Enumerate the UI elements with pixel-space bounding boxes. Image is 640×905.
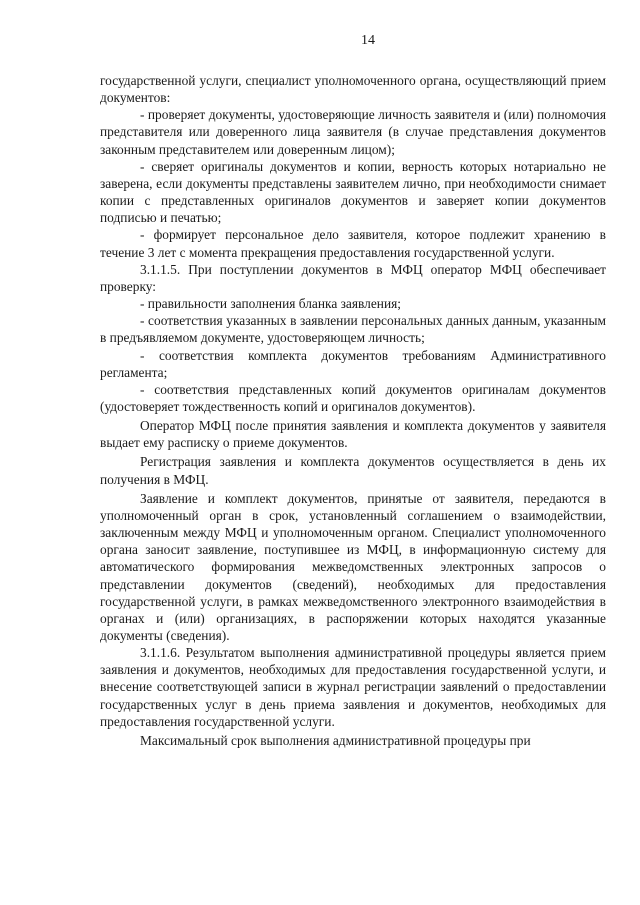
paragraph: 3.1.1.6. Результатом выполнения административной процедуры является прием заявления и документов, необходимых для предоставления государственной услуги, и внесение соответствующей записи в журнал регистрации заявлений о предоставлении государственных услуг в день приема заявления и документов, необходимых для предоставления государственной услуги. — [100, 645, 606, 729]
paragraph: Максимальный срок выполнения административной процедуры при — [140, 732, 531, 748]
paragraph: Оператор МФЦ после принятия заявления и комплекта документов у заявителя выдает ему расписку о приеме документов. — [100, 418, 606, 451]
paragraph: - соответствия представленных копий документов оригиналам документов (удостоверяет тождественность копий и оригиналов документов). — [100, 381, 606, 414]
paragraph: Заявление и комплект документов, принятые от заявителя, передаются в уполномоченный орган в срок, установленный соглашением о взаимодействии, заключенным между МФЦ и уполномоченным органом. Специалист уполномоченного органа заносит заявление, поступившее из МФЦ, в информационную систему для автоматического формирования межведомственных электронных запросов о представлении документов (сведений), необходимых для предоставления государственной услуги, в рамках межведомственного электронного взаимодействия в органах и (или) организациях, в распоряжении которых находятся указанные документы (сведения). — [100, 490, 606, 643]
paragraph: - формирует персональное дело заявителя, которое подлежит хранению в течение 3 лет с момента прекращения предоставления государственной услуги. — [100, 227, 606, 260]
paragraph: - соответствия указанных в заявлении персональных данных данным, указанным в предъявляемом документе, удостоверяющем личность; — [100, 313, 606, 346]
page-number: 14 — [361, 33, 375, 48]
paragraph: - правильности заполнения бланка заявления; — [140, 296, 402, 312]
document-body — [100, 72, 606, 749]
paragraph: 3.1.1.5. При поступлении документов в МФЦ оператор МФЦ обеспечивает проверку: — [100, 261, 606, 294]
paragraph: Регистрация заявления и комплекта документов осуществляется в день их получения в МФЦ. — [100, 454, 606, 487]
paragraph: - соответствия комплекта документов требованиям Административного регламента; — [100, 347, 606, 380]
paragraph: государственной услуги, специалист уполномоченного органа, осуществляющий прием документов: — [100, 73, 606, 106]
paragraph: - проверяет документы, удостоверяющие личность заявителя и (или) полномочия представителя или доверенного лица заявителя (в случае представления документов законным представителем или доверенным лицом); — [100, 107, 606, 157]
paragraph: - сверяет оригиналы документов и копии, верность которых нотариально не заверена, если документы представлены заявителем лично, при необходимости снимает копии с представленных оригиналов документов и заверяет копии документов подписью и печатью; — [100, 158, 606, 226]
